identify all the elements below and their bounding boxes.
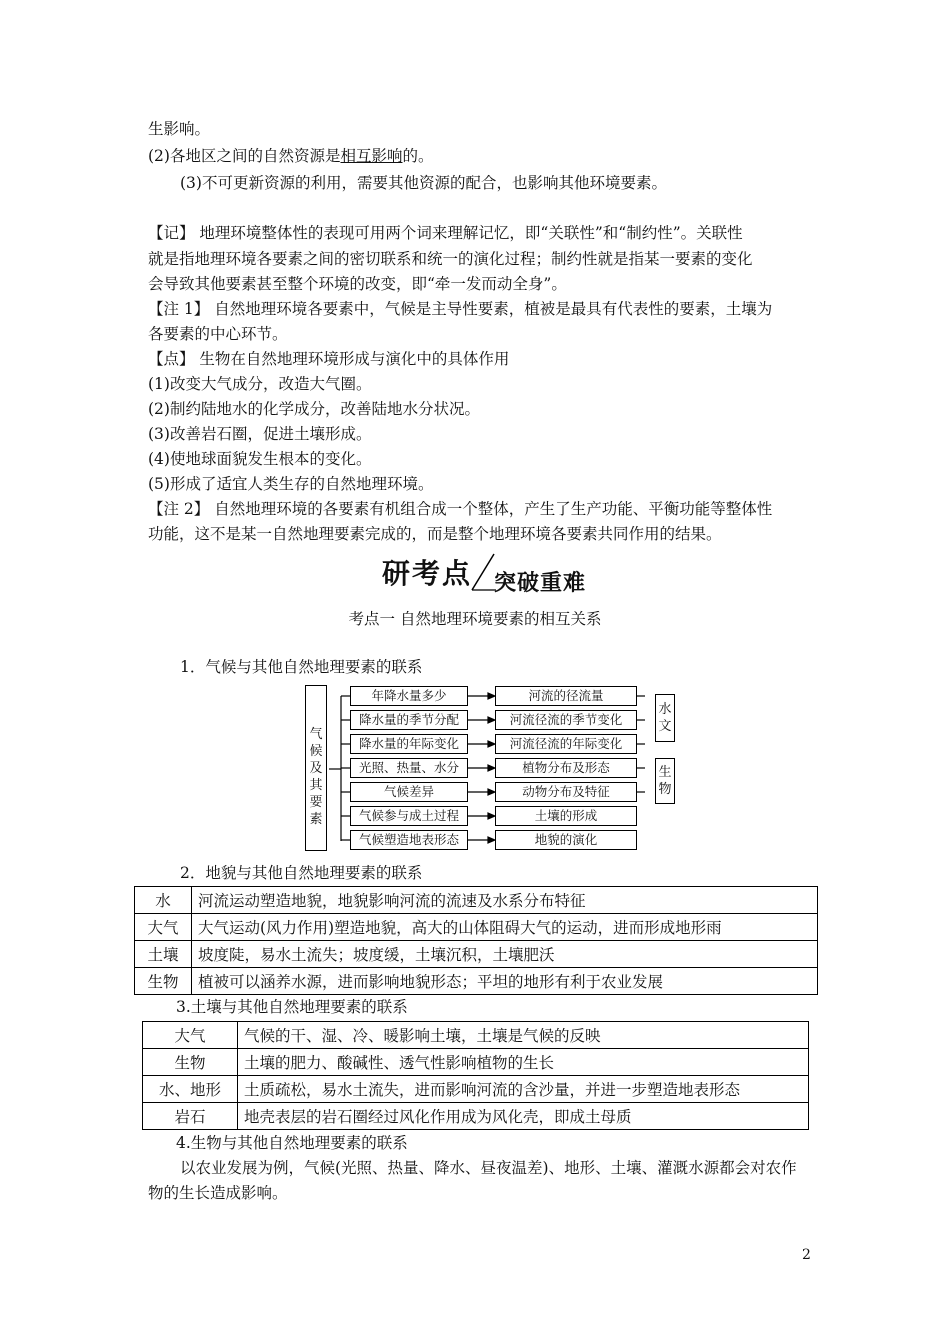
effect-box: 植物分布及形态: [495, 758, 637, 778]
text-line: 物的生长造成影响。: [148, 1184, 288, 1202]
cause-box: 降水量的季节分配: [350, 710, 468, 730]
text-line: 生影响。: [148, 120, 211, 138]
table-cell: 生物: [135, 968, 192, 995]
text-line: (1)改变大气成分，改造大气圈。: [148, 375, 372, 393]
effect-box: 河流径流的年际变化: [495, 734, 637, 754]
group-box-biology: [655, 758, 675, 804]
cause-box: 气候塑造地表形态: [350, 830, 468, 850]
kaodian-title: 考点一 自然地理环境要素的相互关系: [348, 610, 602, 628]
root-char: 气: [309, 727, 323, 742]
table-row: [143, 1022, 809, 1049]
table-cell: 植被可以涵养水源，进而影响地貌形态；平坦的地形有利于农业发展: [192, 968, 818, 995]
section-heading: 1．气候与其他自然地理要素的联系: [180, 658, 423, 676]
table-cell: 岩石: [143, 1103, 238, 1130]
soil-table: [142, 1021, 809, 1130]
effect-box: 河流径流的季节变化: [495, 710, 637, 730]
text-line: 会导致其他要素甚至整个环境的改变，即“牵一发而动全身”。: [148, 275, 567, 293]
page-number: 2: [802, 1247, 811, 1263]
table-cell: 生物: [143, 1049, 238, 1076]
section-heading: 3.土壤与其他自然地理要素的联系: [176, 998, 408, 1016]
table-cell: 气候的干、湿、冷、暖影响土壤，土壤是气候的反映: [238, 1022, 809, 1049]
group-char: 水: [658, 702, 672, 717]
table-cell: 水: [135, 887, 192, 914]
table-cell: 土壤: [135, 941, 192, 968]
table-cell: 水、地形: [143, 1076, 238, 1103]
diagram-root-box: [305, 685, 327, 851]
section-heading: 4.生物与其他自然地理要素的联系: [176, 1134, 408, 1152]
root-char: 其: [309, 778, 323, 793]
table-row: [143, 1049, 809, 1076]
cause-box: 降水量的年际变化: [350, 734, 468, 754]
root-char: 候: [309, 744, 323, 759]
text-line: (3)改善岩石圈，促进土壤形成。: [148, 425, 372, 443]
group-char: 文: [658, 719, 672, 734]
group-char: 生: [658, 765, 672, 780]
table-cell: 大气: [143, 1022, 238, 1049]
table-cell: 地壳表层的岩石圈经过风化作用成为风化壳，即成土母质: [238, 1103, 809, 1130]
effect-box: 土壤的形成: [495, 806, 637, 826]
text-span: 的。: [402, 147, 434, 165]
text-line: (4)使地球面貌发生根本的变化。: [148, 450, 372, 468]
cause-box: 年降水量多少: [350, 686, 468, 706]
root-char: 及: [309, 761, 323, 776]
table-cell: 河流运动塑造地貌，地貌影响河流的流速及水系分布特征: [192, 887, 818, 914]
group-box-hydrology: [655, 694, 675, 742]
text-line: [148, 145, 434, 167]
cause-box: 气候差异: [350, 782, 468, 802]
table-row: [135, 887, 818, 914]
cause-box: 光照、热量、水分: [350, 758, 468, 778]
effect-box: 地貌的演化: [495, 830, 637, 850]
table-cell: 大气运动(风力作用)塑造地貌，高大的山体阻碍大气的运动，进而形成地形雨: [192, 914, 818, 941]
underlined-text: 相互影响: [340, 147, 403, 165]
effect-box: 动物分布及特征: [495, 782, 637, 802]
section-banner: [382, 552, 602, 596]
banner-left: 研考点: [382, 557, 473, 590]
text-line: 【注 1】 自然地理环境各要素中，气候是主导性要素，植被是最具有代表性的要素，土壤为: [148, 300, 773, 318]
banner-slash-icon: [468, 552, 496, 592]
banner-right: 突破重难: [494, 571, 587, 596]
group-char: 物: [658, 782, 672, 797]
climate-diagram: [305, 685, 645, 853]
text-line: (3)不可更新资源的利用，需要其他资源的配合，也影响其他环境要素。: [180, 174, 667, 192]
table-row: [135, 914, 818, 941]
text-span: (2)各地区之间的自然资源是: [148, 147, 341, 165]
text-line: 以农业发展为例，气候(光照、热量、降水、昼夜温差)、地形、土壤、灌溉水源都会对农作: [180, 1159, 797, 1177]
effect-box: 河流的径流量: [495, 686, 637, 706]
table-row: [135, 941, 818, 968]
table-row: [143, 1103, 809, 1130]
table-row: [143, 1076, 809, 1103]
text-line: 就是指地理环境各要素之间的密切联系和统一的演化过程；制约性就是指某一要素的变化: [148, 250, 753, 268]
landform-table: [134, 886, 818, 995]
table-cell: 土质疏松，易水土流失，进而影响河流的含沙量，并进一步塑造地表形态: [238, 1076, 809, 1103]
table-cell: 土壤的肥力、酸碱性、透气性影响植物的生长: [238, 1049, 809, 1076]
table-row: [135, 968, 818, 995]
root-char: 要: [309, 795, 323, 810]
text-line: 各要素的中心环节。: [148, 325, 288, 343]
root-char: 素: [309, 812, 323, 827]
table-cell: 大气: [135, 914, 192, 941]
cause-box: 气候参与成土过程: [350, 806, 468, 826]
text-line: 【注 2】 自然地理环境的各要素有机组合成一个整体，产生了生产功能、平衡功能等整体性: [148, 500, 773, 518]
section-heading: 2．地貌与其他自然地理要素的联系: [180, 864, 423, 882]
text-line: 【记】 地理环境整体性的表现可用两个词来理解记忆，即“关联性”和“制约性”。关联性: [148, 224, 743, 242]
text-line: (5)形成了适宜人类生存的自然地理环境。: [148, 475, 434, 493]
text-line: 功能，这不是某一自然地理要素完成的，而是整个地理环境各要素共同作用的结果。: [148, 525, 722, 543]
table-cell: 坡度陡，易水土流失；坡度缓，土壤沉积，土壤肥沃: [192, 941, 818, 968]
text-line: (2)制约陆地水的化学成分，改善陆地水分状况。: [148, 400, 480, 418]
text-line: 【点】 生物在自然地理环境形成与演化中的具体作用: [148, 350, 510, 368]
